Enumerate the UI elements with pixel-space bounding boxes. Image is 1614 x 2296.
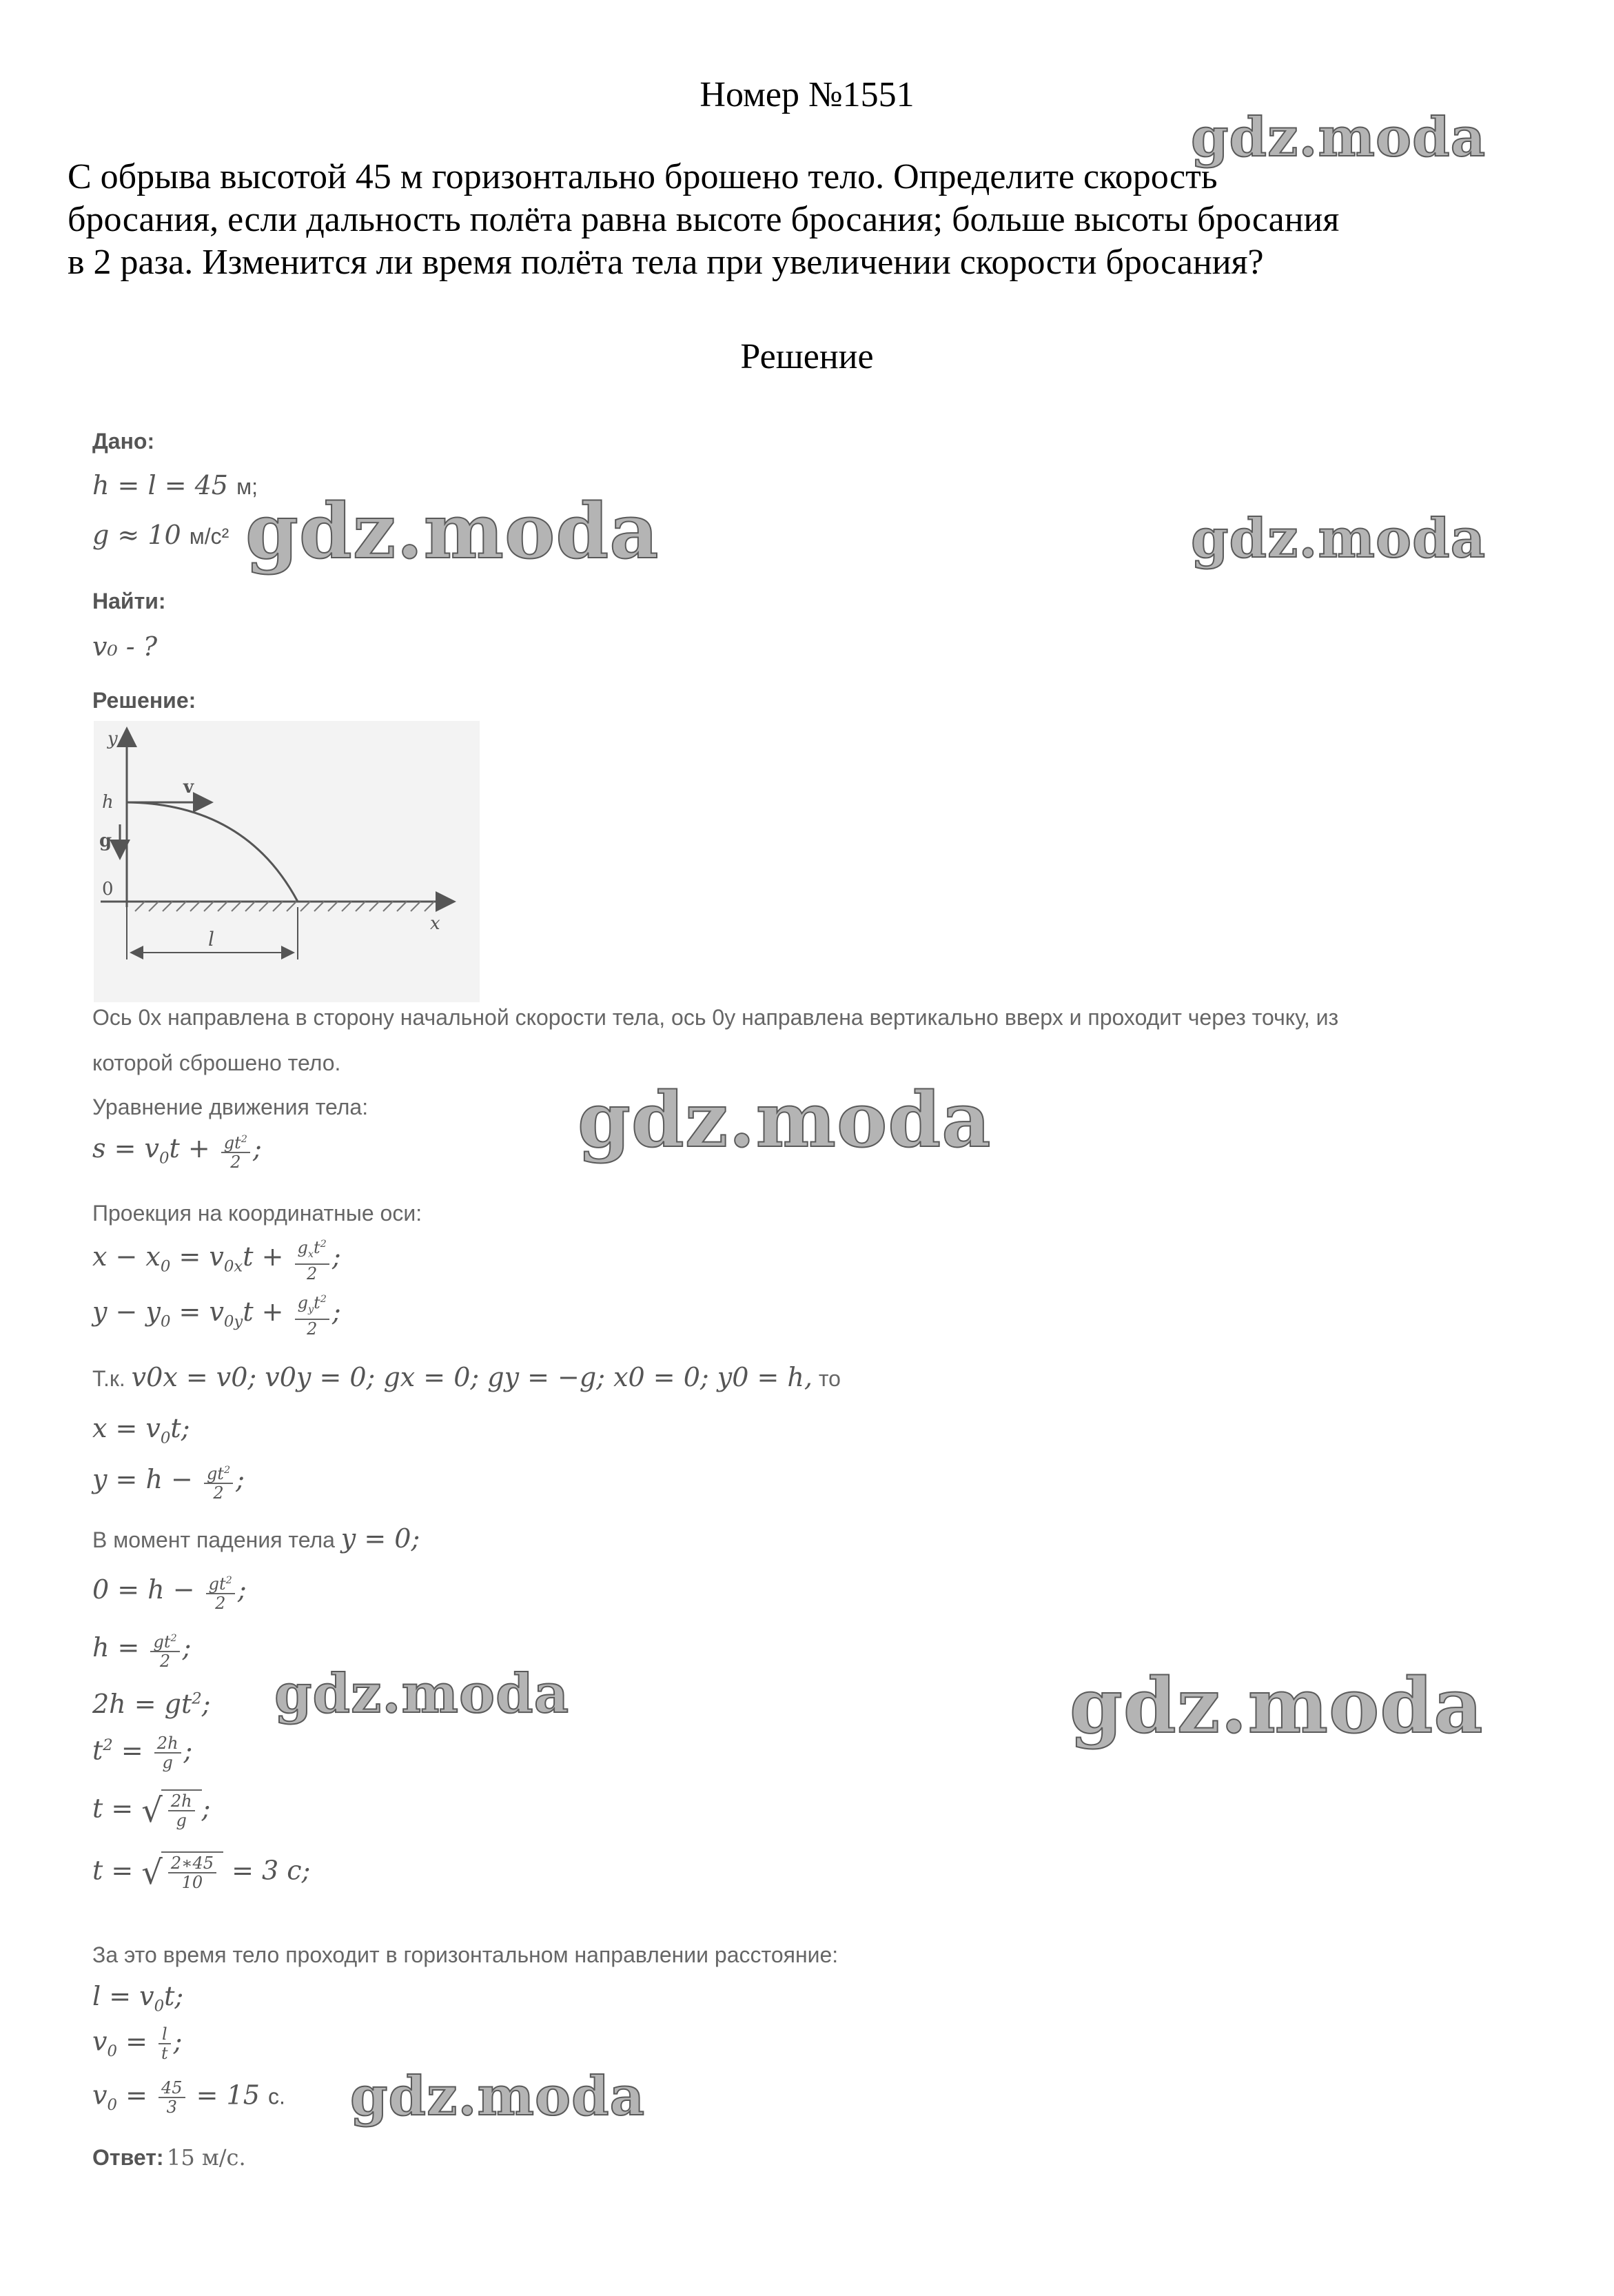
- x-axis-label: x: [430, 913, 440, 934]
- equation-x: $x - x_0 = v_{0x}t$ + $\frac{g_xt^2}{2}$ ;: [92, 1235, 341, 1283]
- motion-text: Уравнение движения тела:: [92, 1095, 369, 1119]
- v-unit: с.: [268, 2084, 285, 2109]
- watermark: gdz.moda: [274, 1663, 570, 1725]
- v-result: = 15: [196, 2080, 260, 2111]
- ground-hatching: [135, 902, 434, 911]
- answer-label: Ответ:: [92, 2145, 164, 2170]
- distance-text: За это время тело проходит в горизонтальном направлении расстояние:: [92, 1942, 839, 1967]
- problem-line: С обрыва высотой 45 м горизонтально брошено тело. Определите скорость: [68, 157, 1218, 196]
- since-end: то: [818, 1366, 841, 1391]
- watermark: gdz.moda: [1191, 106, 1487, 169]
- origin-label: 0: [102, 879, 114, 900]
- equation-y-simplified: y = h − $\frac{gt^2}{2}$ ;: [92, 1461, 245, 1502]
- since-math: v0x = v0; v0y = 0; gx = 0; gy = −g; x0 = 0; y0 = h,: [131, 1362, 813, 1392]
- watermark: gdz.moda: [578, 1075, 992, 1164]
- page-title: Номер №1551: [699, 75, 915, 114]
- find-label: Найти:: [92, 589, 166, 613]
- gravity-label: g: [99, 831, 112, 851]
- h-label: h: [102, 792, 114, 813]
- problem-line: бросания, если дальность полёта равна высоте бросания; больше высоты бросания: [68, 200, 1340, 239]
- since-line: [92, 1363, 841, 1392]
- equation-v0: $v_0$ = $\frac{l}{t}$ ;: [92, 2024, 183, 2063]
- y-axis-label: y: [108, 729, 118, 749]
- equation-y: $y - y_0 = v_{0y}t$ + $\frac{g_yt^2}{2}$ ;: [92, 1290, 341, 1338]
- equation-fall: 0 = h − $\frac{gt^2}{2}$ ;: [92, 1572, 247, 1612]
- problem-line: в 2 раза. Изменится ли время полёта тела при увеличении скорости бросания?: [68, 243, 1264, 282]
- given-unit: м/с²: [189, 524, 229, 549]
- t-result: = 3: [232, 1855, 279, 1886]
- problem-statement: [68, 156, 1549, 284]
- given-formula: g ≈ 10: [92, 520, 181, 550]
- since-text: Т.к.: [92, 1366, 125, 1391]
- given-label: Дано:: [92, 429, 155, 454]
- axes-text: Ось 0x направлена в сторону начальной скорости тела, ось 0y направлена вертикально вверх и проходит через точку, из: [92, 1005, 1339, 1030]
- watermark: gdz.moda: [1070, 1661, 1484, 1750]
- equation-2h: $2h = gt^2$;: [92, 1689, 211, 1719]
- t-unit: с;: [287, 1855, 311, 1886]
- equation-t2: $t^2$ = $\frac{2h}{g}$ ;: [92, 1734, 193, 1772]
- given-unit: м;: [236, 474, 258, 499]
- fall-math: y = 0;: [340, 1523, 420, 1554]
- trajectory-diagram: [94, 721, 480, 1002]
- equation-h: h = $\frac{gt^2}{2}$ ;: [92, 1629, 191, 1670]
- range-label: l: [208, 928, 214, 951]
- answer-value: 15 м/с.: [166, 2144, 246, 2171]
- equation-v0-value: $v_0$ = $\frac{45}{3}$ = 15 с.: [92, 2078, 285, 2117]
- equation-t: t = √ $\frac{2h}{g}$ ;: [92, 1789, 210, 1830]
- answer-line: [92, 2144, 246, 2171]
- trajectory-curve: [127, 802, 298, 902]
- find-line: v₀ - ?: [92, 631, 158, 662]
- axes-text: которой сброшено тело.: [92, 1050, 341, 1075]
- fall-text: В момент падения тела: [92, 1527, 335, 1552]
- equation-motion: $s = v_0t$ + $\frac{gt^2}{2}$ ;: [92, 1130, 262, 1171]
- watermark: gdz.moda: [1191, 507, 1487, 570]
- watermark: gdz.moda: [350, 2065, 646, 2128]
- given-line: [92, 470, 258, 500]
- watermark: gdz.moda: [245, 487, 660, 576]
- velocity-label: v: [183, 777, 194, 797]
- section-title: Решение: [740, 337, 874, 376]
- given-formula: h = l = 45: [92, 470, 228, 500]
- trajectory-svg: [94, 721, 480, 1002]
- projection-text: Проекция на координатные оси:: [92, 1201, 422, 1226]
- equation-l: $l = v_0t$;: [92, 1981, 184, 2015]
- equation-t-value: t = √ $\frac{2∗45}{10}$ = 3 с;: [92, 1851, 310, 1892]
- equation-x-simplified: $x = v_0t$;: [92, 1413, 190, 1447]
- given-line: [92, 520, 229, 550]
- fall-line: [92, 1525, 420, 1554]
- solution-label: Решение:: [92, 688, 196, 713]
